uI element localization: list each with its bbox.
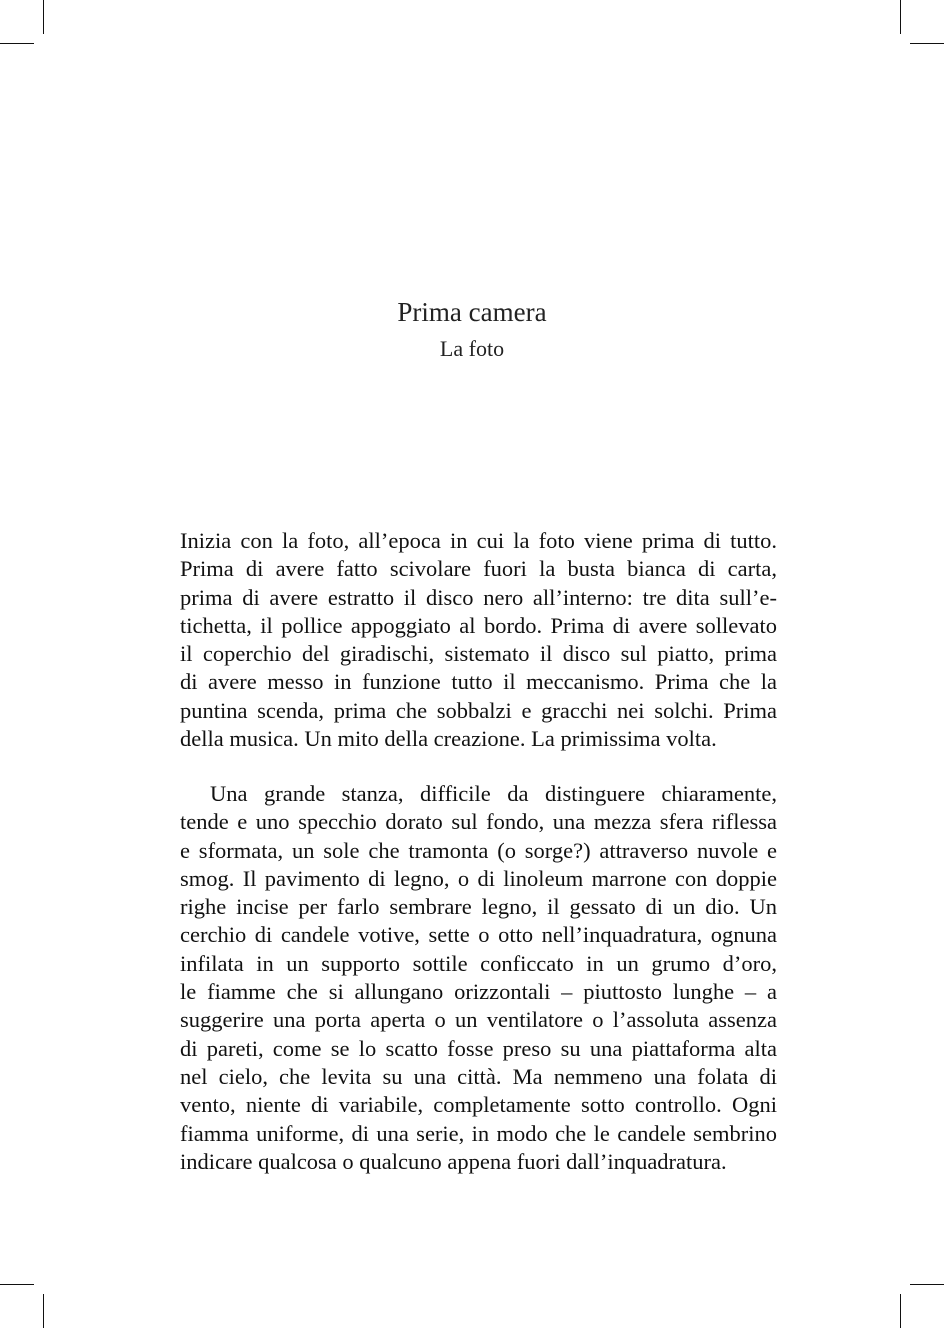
text-line: indicare qualcosa o qualcuno appena fuori dall’inquadratura. [180,1148,727,1174]
text-line: prima di avere estratto il disco nero all’interno: tre dita sull’e- [180,584,777,610]
text-line: infilata in un supporto sottile conficcato in un grumo d’oro, [180,950,777,976]
text-line: suggerire una porta aperta o un ventilatore o l’assoluta assenza [180,1007,777,1033]
text-line: tichetta, il pollice appoggiato al bordo. Prima di avere sollevato [180,612,777,638]
crop-mark-top-right-vertical [900,0,901,34]
text-line: di avere messo in funzione tutto il meccanismo. Prima che la [180,669,777,695]
text-line: fiamma uniforme, di una serie, in modo che le candele sembrino [180,1120,777,1146]
text-line: puntina scenda, prima che sobbalzi e gracchi nei solchi. Prima [180,697,777,723]
text-line: righe incise per farlo sembrare legno, il gessato di un dio. Un [180,894,777,920]
text-line: e sformata, un sole che tramonta (o sorge?) attraverso nuvole e [180,837,777,863]
text-line: vento, niente di variabile, completamente sotto controllo. Ogni [180,1092,777,1118]
text-line: Inizia con la foto, all’epoca in cui la foto viene prima di tutto. [180,528,777,553]
crop-mark-top-left-vertical [43,0,44,34]
text-line: nel cielo, che levita su una città. Ma nemmeno una folata di [180,1063,777,1089]
crop-mark-bottom-left-horizontal [0,1284,34,1285]
crop-mark-bottom-right-horizontal [910,1284,944,1285]
crop-mark-top-right-horizontal [910,43,944,44]
crop-mark-bottom-left-vertical [43,1294,44,1328]
text-line: cerchio di candele votive, sette o otto nell’inquadratura, ognuna [180,922,777,948]
paragraph-2 [180,780,777,1176]
text-line: il coperchio del giradischi, sistemato il disco sul piatto, prima [180,641,777,667]
crop-mark-bottom-right-vertical [900,1294,901,1328]
paragraph-1 [180,527,777,753]
crop-mark-top-left-horizontal [0,43,34,44]
chapter-title: Prima camera [397,297,547,327]
text-line: smog. Il pavimento di legno, o di linoleum marrone con doppie [180,865,777,891]
chapter-subtitle: La foto [439,336,505,361]
text-line: Una grande stanza, difficile da distinguere chiaramente, [210,781,777,806]
text-line: Prima di avere fatto scivolare fuori la busta bianca di carta, [180,556,777,582]
text-line: le fiamme che si allungano orizzontali – piuttosto lunghe – a [180,979,777,1005]
text-line: tende e uno specchio dorato sul fondo, una mezza sfera riflessa [180,809,777,835]
text-line: della musica. Un mito della creazione. La primissima volta. [180,726,717,752]
text-line: di pareti, come se lo scatto fosse preso su una piattaforma alta [180,1035,777,1061]
